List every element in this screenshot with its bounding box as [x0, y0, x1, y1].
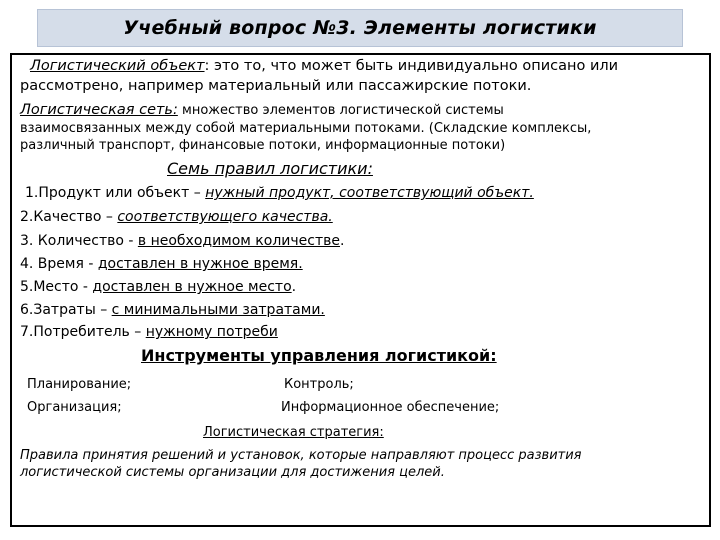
rule-sep: – — [101, 209, 118, 225]
rule-label: 7.Потребитель — [20, 324, 130, 340]
rule-text: нужному потреби — [145, 324, 278, 340]
object-term: Логистический объект — [30, 58, 205, 74]
rules-heading — [167, 161, 373, 177]
rule-text: в необходимом количестве — [137, 233, 340, 249]
rules-heading-text: Семь правил логистики: — [167, 159, 373, 178]
network-definition-1: множество элементов логистической системы — [177, 103, 504, 118]
tools-heading: Инструменты управления логистикой: — [141, 346, 497, 365]
rule-label: 4. Время — [20, 256, 84, 272]
rule-text: доставлен в нужное место — [92, 279, 292, 295]
rule-text: доставлен в нужное время. — [97, 256, 303, 272]
rule-label: 5.Место — [20, 279, 79, 295]
rule-tail: . — [291, 279, 297, 295]
title-banner — [37, 9, 683, 47]
network-term: Логистическая сеть: — [20, 102, 178, 118]
page-title: Учебный вопрос №3. Элементы логистики — [123, 17, 597, 39]
rule-text: с минимальными затратами. — [111, 302, 325, 318]
tool-control: Контроль; — [284, 377, 354, 392]
strategy-definition-1: Правила принятия решений и установок, которые направляют процесс развития — [20, 448, 582, 463]
rule-text: соответствующего качества. — [117, 209, 333, 225]
rule-4 — [20, 257, 303, 271]
network-line-1 — [20, 101, 504, 118]
tool-organization: Организация; — [27, 400, 122, 415]
rule-sep: - — [78, 279, 93, 295]
object-definition-1: : это то, что может быть индивидуально описано или — [204, 58, 619, 74]
tool-info-support: Информационное обеспечение; — [281, 400, 500, 415]
network-definition-2: взаимосвязанных между собой материальными потоками. (Складские комплексы, — [20, 121, 592, 136]
rule-3 — [20, 234, 344, 248]
rule-tail: . — [339, 233, 345, 249]
rule-label: 6.Затраты — [20, 302, 96, 318]
rule-2 — [20, 210, 333, 224]
strategy-heading: Логистическая стратегия: — [203, 425, 384, 440]
rule-label: 3. Количество — [20, 233, 124, 249]
rule-sep: - — [123, 233, 138, 249]
strategy-definition-2: логистической системы организации для достижения целей. — [20, 465, 445, 480]
rule-1 — [25, 186, 534, 200]
object-definition-2: рассмотрено, например материальный или пассажирские потоки. — [20, 78, 532, 94]
rule-sep: - — [83, 256, 98, 272]
tool-planning: Планирование; — [27, 377, 132, 392]
rule-label: 2.Качество — [20, 209, 102, 225]
rule-7 — [20, 325, 278, 339]
rule-6 — [20, 303, 325, 317]
rule-text: нужный продукт, соответствующий объект. — [205, 185, 534, 201]
rule-sep: – — [95, 302, 112, 318]
rule-sep: – — [129, 324, 146, 340]
object-line-1 — [30, 59, 618, 74]
network-definition-3: различный транспорт, финансовые потоки, информационные потоки) — [20, 138, 506, 153]
rule-sep: – — [189, 185, 206, 201]
rule-label: 1.Продукт или объект — [25, 185, 190, 201]
rule-5 — [20, 280, 296, 294]
